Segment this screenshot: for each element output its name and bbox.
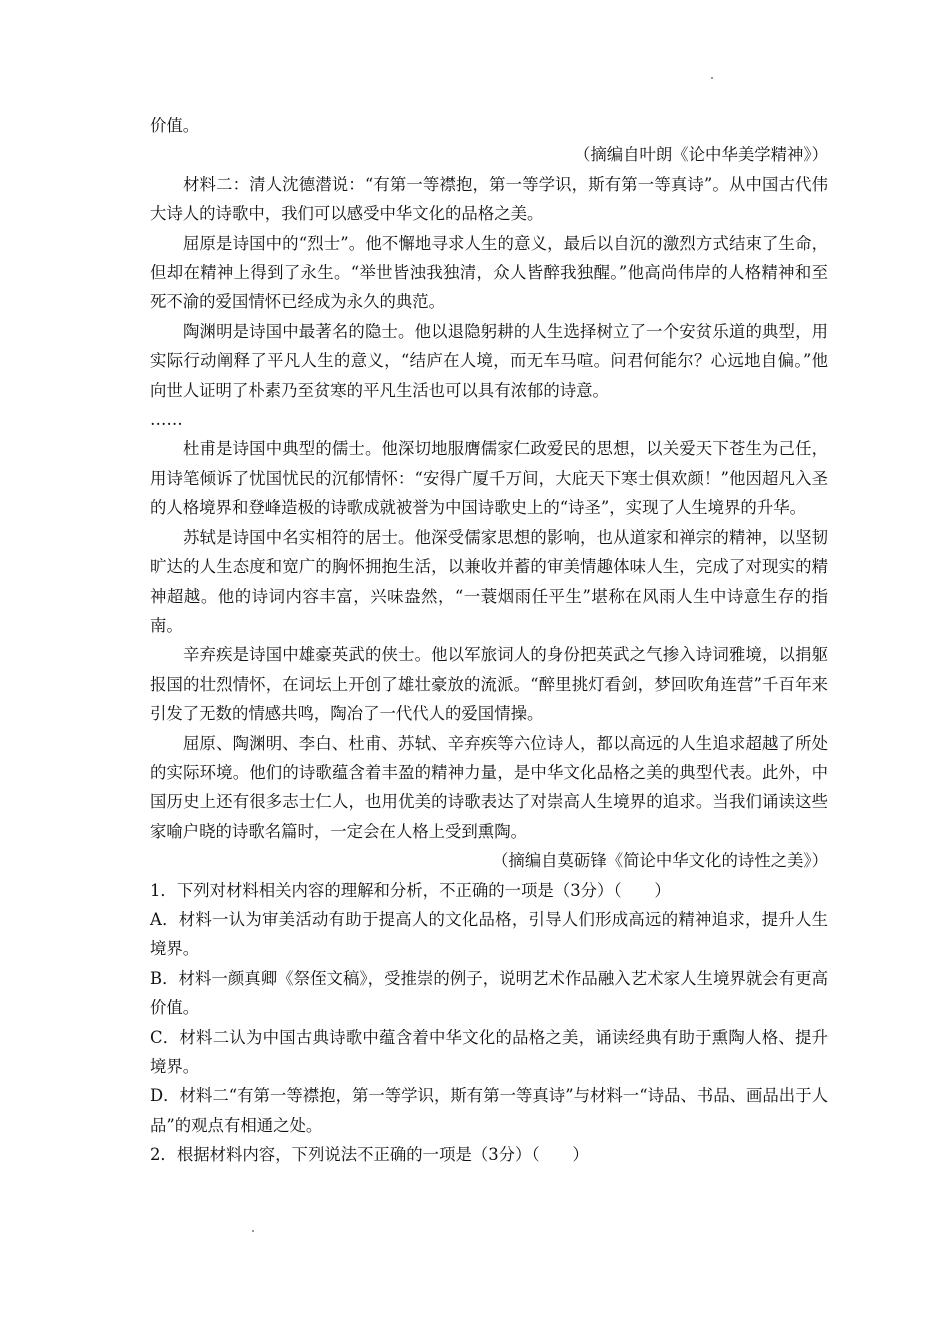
paragraph-dufu: 杜甫是诗国中典型的儒士。他深切地服膺儒家仁政爱民的思想，以关爱天下苍生为己任，用诗笔倾诉了忧国忧民的沉郁情怀：“安得广厦千万间，大庇天下寒士俱欢颜！”他因超凡入圣的人格境界和登峰造极的诗歌成就被誉为中国诗歌史上的“诗圣”，实现了人生境界的升华。 [150, 439, 828, 518]
paragraph-sushi: 苏轼是诗国中名实相符的居士。他深受儒家思想的影响，也从道家和禅宗的精神，以坚韧旷达的人生态度和宽广的胸怀拥抱生活，以兼收并蓄的审美情趣体味人生，完成了对现实的精神超越。他的诗词内容丰富，兴味盎然，“一蓑烟雨任平生”堪称在风雨人生中诗意生存的指南。 [150, 527, 828, 635]
ellipsis: …… [150, 410, 183, 430]
scan-speck-top [711, 77, 713, 79]
paragraph-summary: 屈原、陶渊明、李白、杜甫、苏轼、辛弃疾等六位诗人，都以高远的人生追求超越了所处的实际环境。他们的诗歌蕴含着丰盈的精神力量，是中华文化品格之美的典型代表。此外，中国历史上还有很多志士仁人，也用优美的诗歌表达了对崇高人生境界的追求。当我们诵读这些家喻户晓的诗歌名篇时，一定会在人格上受到熏陶。 [150, 733, 828, 841]
material-one-tail: 价值。 [150, 116, 200, 135]
question-1-stem: 1．下列对材料相关内容的理解和分析，不正确的一项是（3分）（ ） [150, 880, 671, 900]
material-two-intro: 材料二：清人沈德潜说：“有第一等襟抱，第一等学识，斯有第一等真诗”。从中国古代伟大诗人的诗歌中，我们可以感受中华文化的品格之美。 [150, 174, 828, 224]
question-1-option-a: A．材料一认为审美活动有助于提高人的文化品格，引导人们形成高远的精神追求，提升人生境界。 [150, 909, 828, 959]
question-1-option-b: B．材料一颜真卿《祭侄文稿》，受推崇的例子，说明艺术作品融入艺术家人生境界就会有更高价值。 [150, 968, 828, 1018]
paragraph-quyuan: 屈原是诗国中的“烈士”。他不懈地寻求人生的意义，最后以自沉的激烈方式结束了生命，但却在精神上得到了永生。“举世皆浊我独清，众人皆醉我独醒。”他高尚伟岸的人格精神和至死不渝的爱国情怀已经成为永久的典范。 [150, 233, 828, 312]
question-2-stem: 2．根据材料内容，下列说法不正确的一项是（3分）（ ） [150, 1145, 589, 1165]
question-1-option-c: C．材料二认为中国古典诗歌中蕴含着中华文化的品格之美，诵读经典有助于熏陶人格、提升境界。 [150, 1027, 828, 1076]
paragraph-xinqiji: 辛弃疾是诗国中雄豪英武的侠士。他以军旅词人的身份把英武之气掺入诗词雅境，以捐躯报国的壮烈情怀，在词坛上开创了雄壮豪放的流派。“醉里挑灯看剑，梦回吹角连营”千百年来引发了无数的情感共鸣，陶冶了一代代人的爱国情操。 [150, 645, 828, 724]
question-1-option-d: D．材料二“有第一等襟抱，第一等学识，斯有第一等真诗”与材料一“诗品、书品、画品出于人品”的观点有相通之处。 [150, 1086, 828, 1135]
paragraph-taoyuanming: 陶渊明是诗国中最著名的隐士。他以退隐躬耕的人生选择树立了一个安贫乐道的典型，用实际行动阐释了平凡人生的意义，“结庐在人境，而无车马喧。问君何能尔？心远地自偏。”他向世人证明了朴素乃至贫寒的平凡生活也可以具有浓郁的诗意。 [150, 321, 828, 400]
source-citation-one: （摘编自叶朗《论中华美学精神》） [573, 145, 828, 165]
scan-speck-bottom [252, 1230, 254, 1232]
document-body [150, 111, 828, 1170]
source-citation-two: （摘编自莫砺锋《简论中华文化的诗性之美》） [491, 851, 828, 871]
